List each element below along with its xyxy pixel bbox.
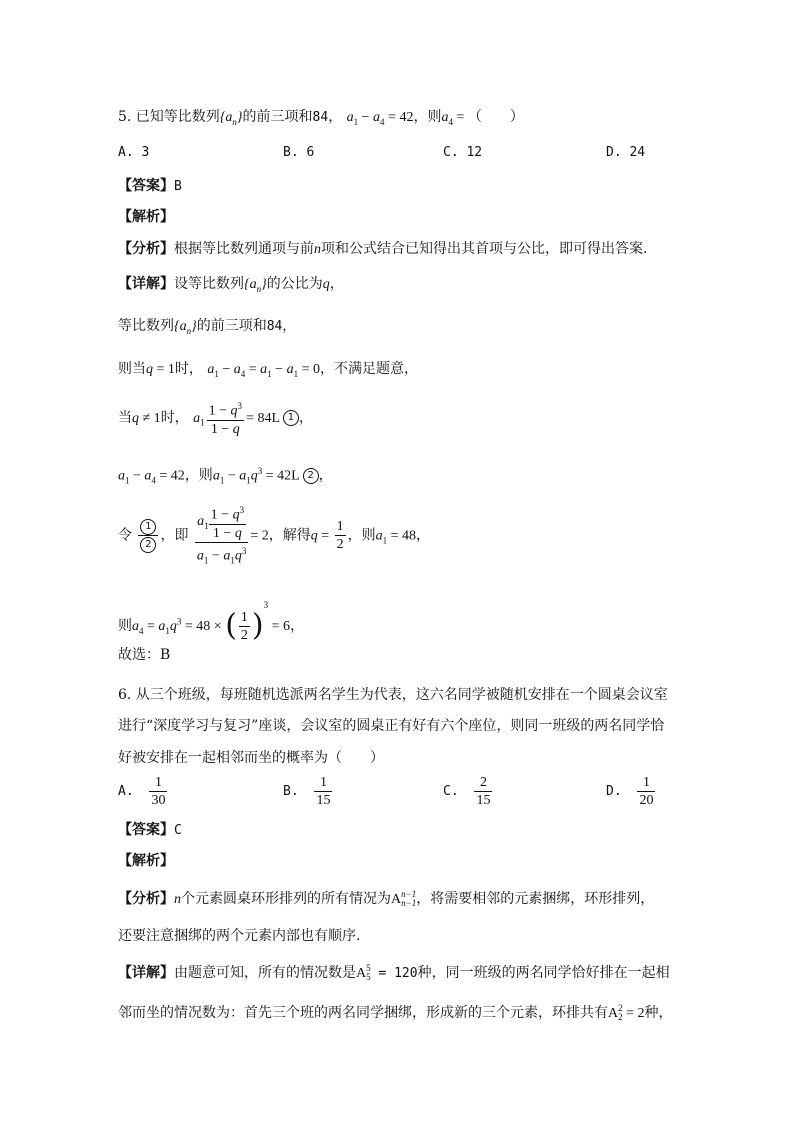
- q5-xiangjie-7: 则$a_4 = a_1q^3 = 48$ × ( $\frac{1}{2}$ )$^3$ = 6，: [118, 600, 305, 643]
- q6-stem-3: 好被安排在一起相邻而坐的概率为（ ）: [118, 750, 384, 766]
- q6-option-b: B. $\frac{1}{15}$: [283, 775, 331, 808]
- q5-option-a: A. 3: [118, 145, 150, 160]
- q5-xiangjie-6: 令 $\frac{1}{2}$ ，即 $a_1$ $\frac{1 - q^3}{1 - q}$ $a_1 - a_1q^3$ = 2，解得q = $\frac{1}{2}$ ，则$a_1 = 48$，: [118, 502, 430, 569]
- q5-option-d: D. 24: [606, 145, 646, 160]
- q6-stem-2: 进行“深度学习与复习”座谈，会议室的圆桌正有好有六个座位，则同一班级的两名同学恰: [118, 718, 665, 734]
- fraction: $\frac{1}{2}$: [240, 609, 248, 643]
- q5-answer: 【答案】B: [118, 178, 182, 194]
- q5-option-c: C. 12: [443, 145, 483, 160]
- q5-stem: 5. 已知等比数列$\{a_n\}$的前三项和84， $a_1 - a_4 = 42$，则$a_4$ = （ ）: [118, 109, 524, 127]
- q5-xiangjie-8: 故选：B: [118, 647, 171, 663]
- q6-analysis-label: 【解析】: [118, 853, 174, 869]
- fraction: $\frac{1}{2}$: [336, 519, 344, 553]
- fraction: $a_1$ $\frac{1 - q^3}{1 - q}$ $a_1 - a_1q^3$: [195, 502, 248, 569]
- q6-option-c: C. $\frac{2}{15}$: [443, 775, 491, 808]
- q6-option-a: A. $\frac{1}{30}$: [118, 775, 166, 808]
- q6-fenxi-1: 【分析】n个元素圆桌环形排列的所有情况为A n−1 n−1 ，将需要相邻的元素捆绑，环形排列，: [118, 889, 655, 908]
- fraction: $\frac{1 - q^3}{1 - q}$: [207, 398, 244, 438]
- fraction: $\frac{1}{2}$: [138, 518, 158, 553]
- q5-xiangjie-2: 等比数列$\{a_n\}$的前三项和84，: [118, 318, 296, 336]
- q5-option-b: B. 6: [283, 145, 315, 160]
- q6-fenxi-2: 还要注意捆绑的两个元素内部也有顺序.: [118, 928, 361, 944]
- q5-fenxi: 【分析】根据等比数列通项与前n项和公式结合已知得出其首项与公比，即可得出答案.: [118, 241, 648, 257]
- q6-xiangjie-2: 邻而坐的情况数为：首先三个班的两名同学捆绑，形成新的三个元素，环排共有A 2 2 = 2种，: [118, 1003, 673, 1022]
- q6-answer: 【答案】C: [118, 822, 182, 838]
- q5-xiangjie-4: 当q ≠ 1时， $a_1$ $\frac{1 - q^3}{1 - q}$ = 84L 1 ，: [118, 398, 313, 438]
- q6-option-d: D. $\frac{1}{20}$: [606, 775, 654, 808]
- q5-analysis-label: 【解析】: [118, 209, 174, 225]
- q5-xiangjie-3: 则当q = 1时， $a_1 - a_4 = a_1 - a_1 = 0$，不满足题意，: [118, 361, 418, 379]
- q5-xiangjie-5: $a_1 - a_4 = 42$，则$a_1 - a_1q^3 = 42L$ 2 ，: [118, 466, 333, 486]
- q5-xiangjie-1: 【详解】设等比数列$\{a_n\}$的公比为q，: [118, 276, 344, 294]
- q6-stem-1: 6. 从三个班级，每班随机选派两名学生为代表，这六名同学被随机安排在一个圆桌会议室: [118, 687, 668, 703]
- q6-xiangjie-1: 【详解】由题意可知，所有的情况数是A 5 5 = 120种，同一班级的两名同学恰好排在一起相: [118, 963, 670, 982]
